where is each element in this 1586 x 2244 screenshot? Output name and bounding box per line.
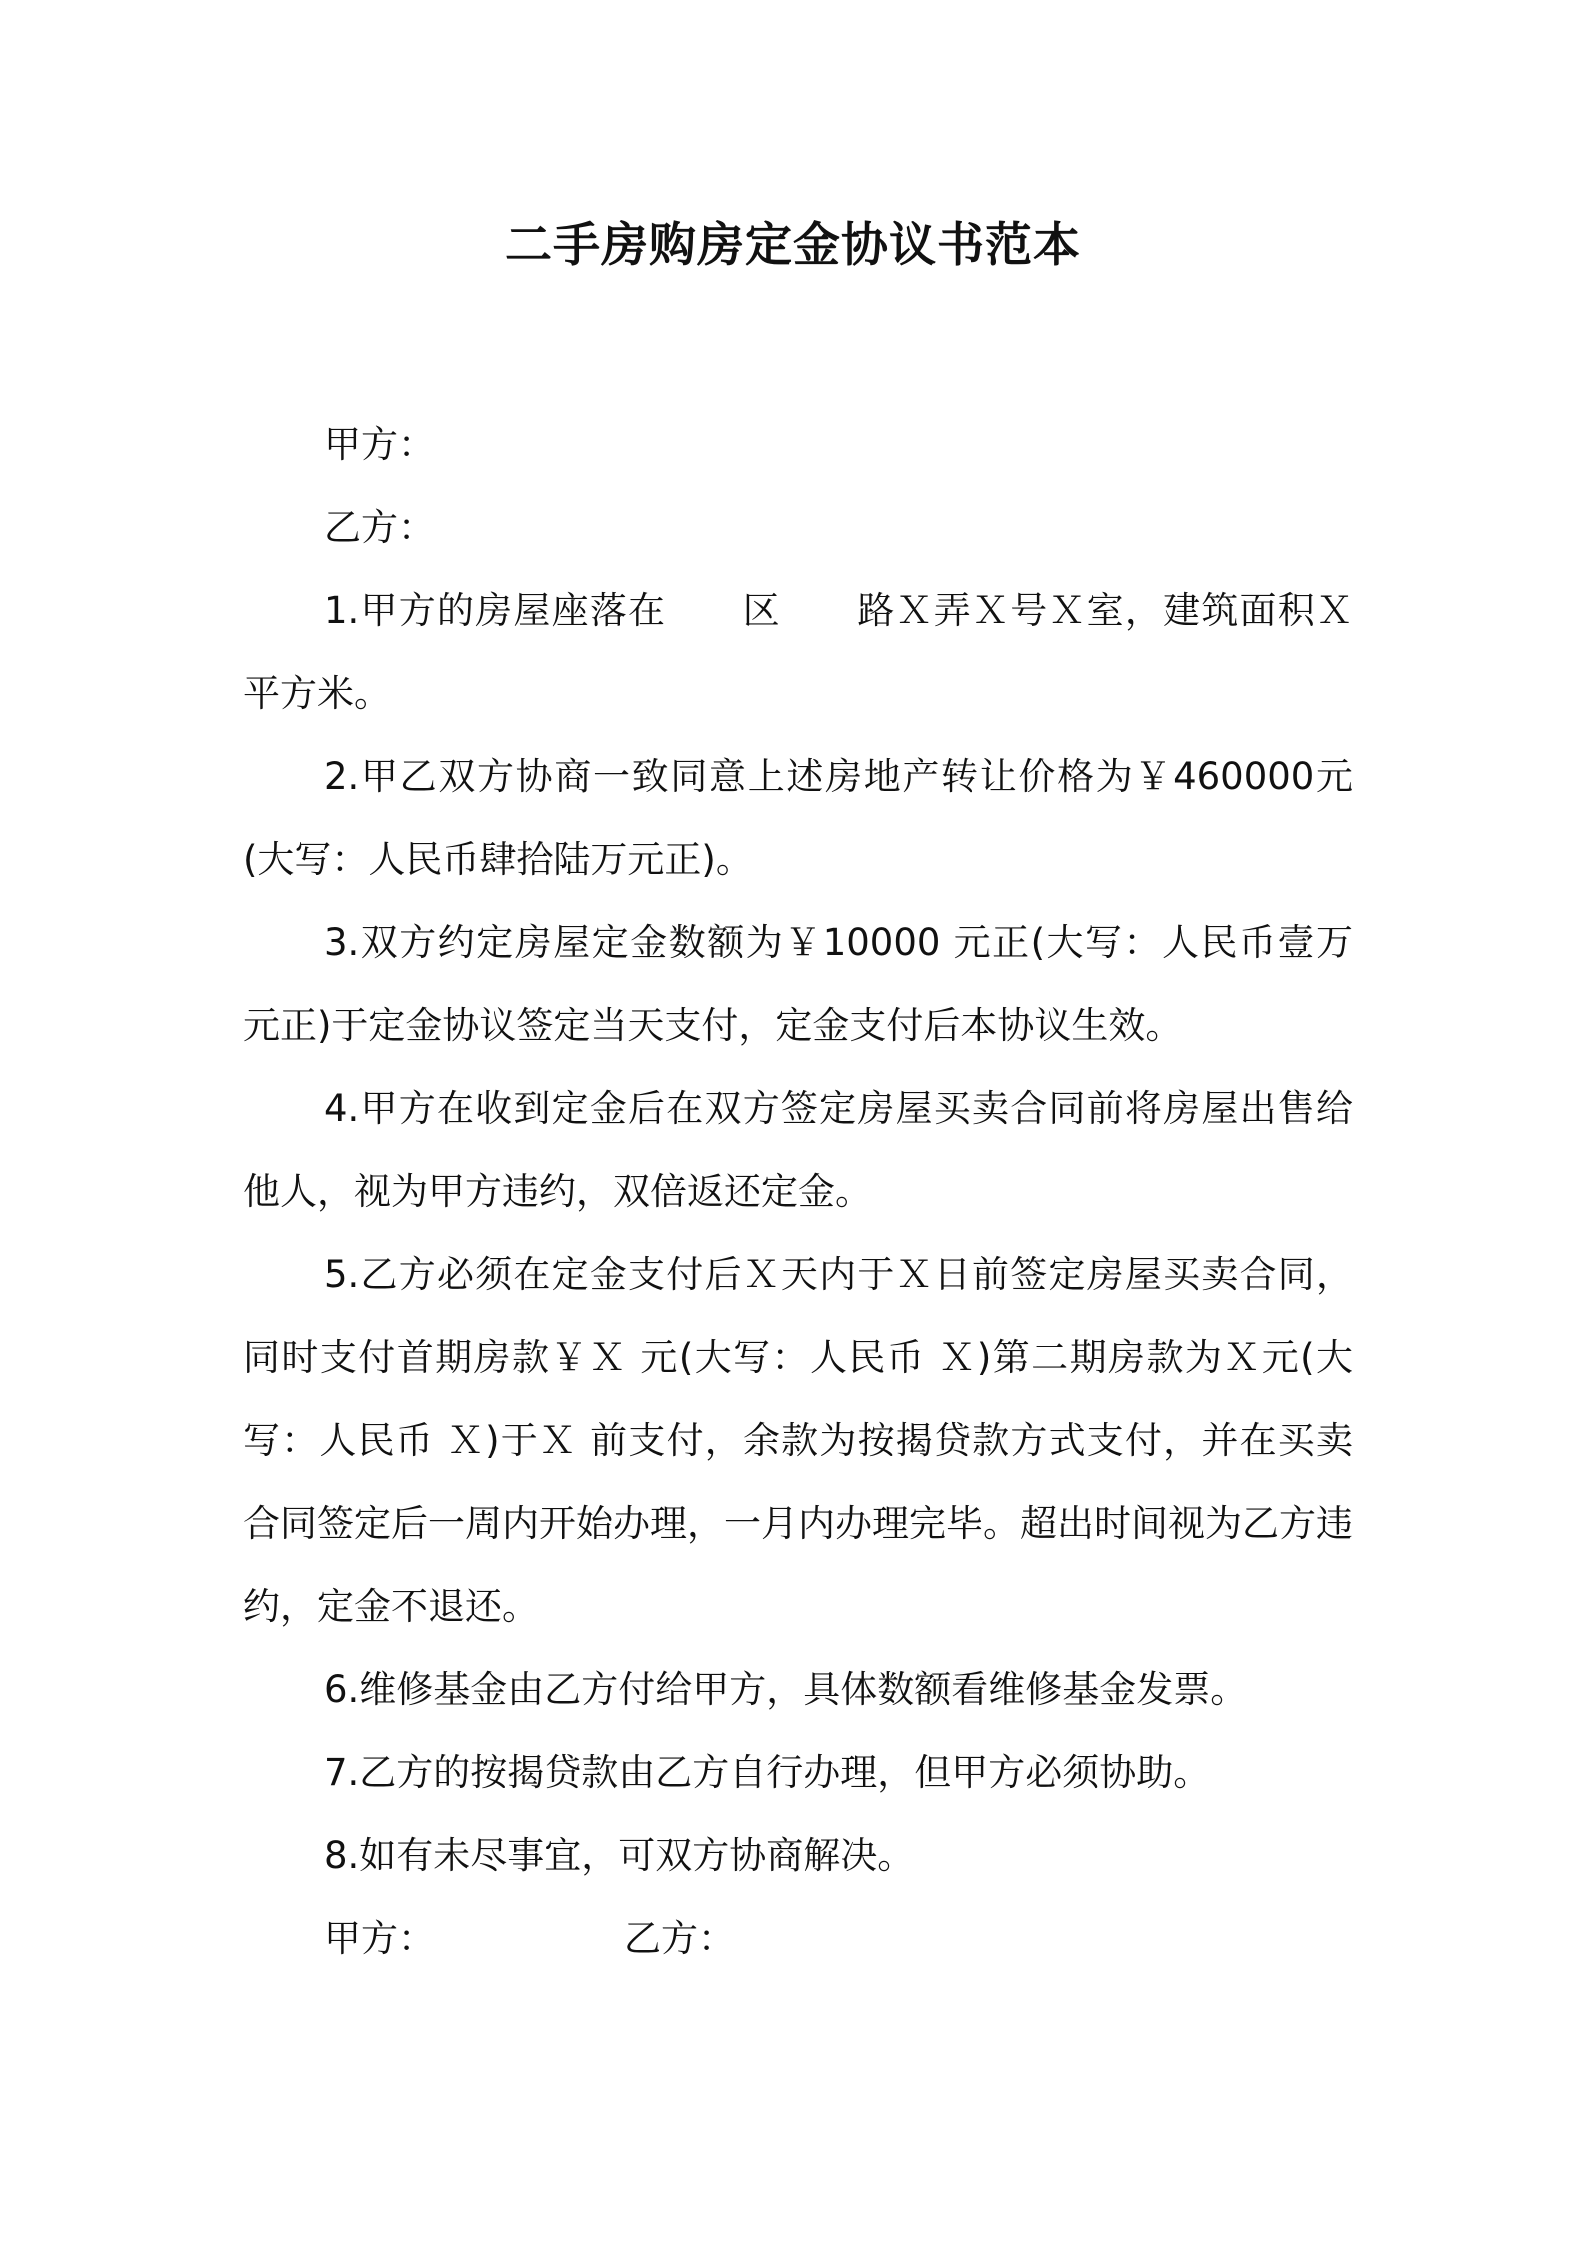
clause-2: 2.甲乙双方协商一致同意上述房地产转让价格为￥460000元(大写：人民币肆拾陆万元正)。 — [243, 755, 1353, 881]
clause-6: 6.维修基金由乙方付给甲方，具体数额看维修基金发票。 — [324, 1668, 1248, 1711]
clause-8: 8.如有未尽事宜，可双方协商解决。 — [324, 1834, 915, 1877]
clause-7: 7.乙方的按揭贷款由乙方自行办理，但甲方必须协助。 — [324, 1751, 1211, 1794]
clause-1: 1.甲方的房屋座落在 区 路Ｘ弄Ｘ号Ｘ室，建筑面积Ｘ平方米。 — [243, 589, 1353, 715]
party-b-label: 乙方： — [324, 506, 435, 549]
signature-party-a-label: 甲方： — [324, 1917, 435, 1960]
clause-3: 3.双方约定房屋定金数额为￥10000 元正(大写：人民币壹万元正)于定金协议签定当天支付，定金支付后本协议生效。 — [243, 921, 1353, 1047]
document-title: 二手房购房定金协议书范本 — [505, 218, 1081, 273]
party-a-label: 甲方： — [324, 423, 435, 466]
signature-row — [243, 1897, 1353, 1980]
signature-party-b-label: 乙方： — [624, 1917, 735, 1960]
document-body — [243, 403, 1353, 1980]
clause-4: 4.甲方在收到定金后在双方签定房屋买卖合同前将房屋出售给他人，视为甲方违约，双倍返还定金。 — [243, 1087, 1353, 1213]
clause-5: 5.乙方必须在定金支付后Ｘ天内于Ｘ日前签定房屋买卖合同，同时支付首期房款￥Ｘ 元(大写：人民币 Ｘ)第二期房款为Ｘ元(大写：人民币 Ｘ)于Ｘ 前支付，余款为按揭贷款方式支付，并在买卖合同签定后一周内开始办理，一月内办理完毕。超出时间视为乙方违约，定金不退还。 — [243, 1253, 1353, 1628]
